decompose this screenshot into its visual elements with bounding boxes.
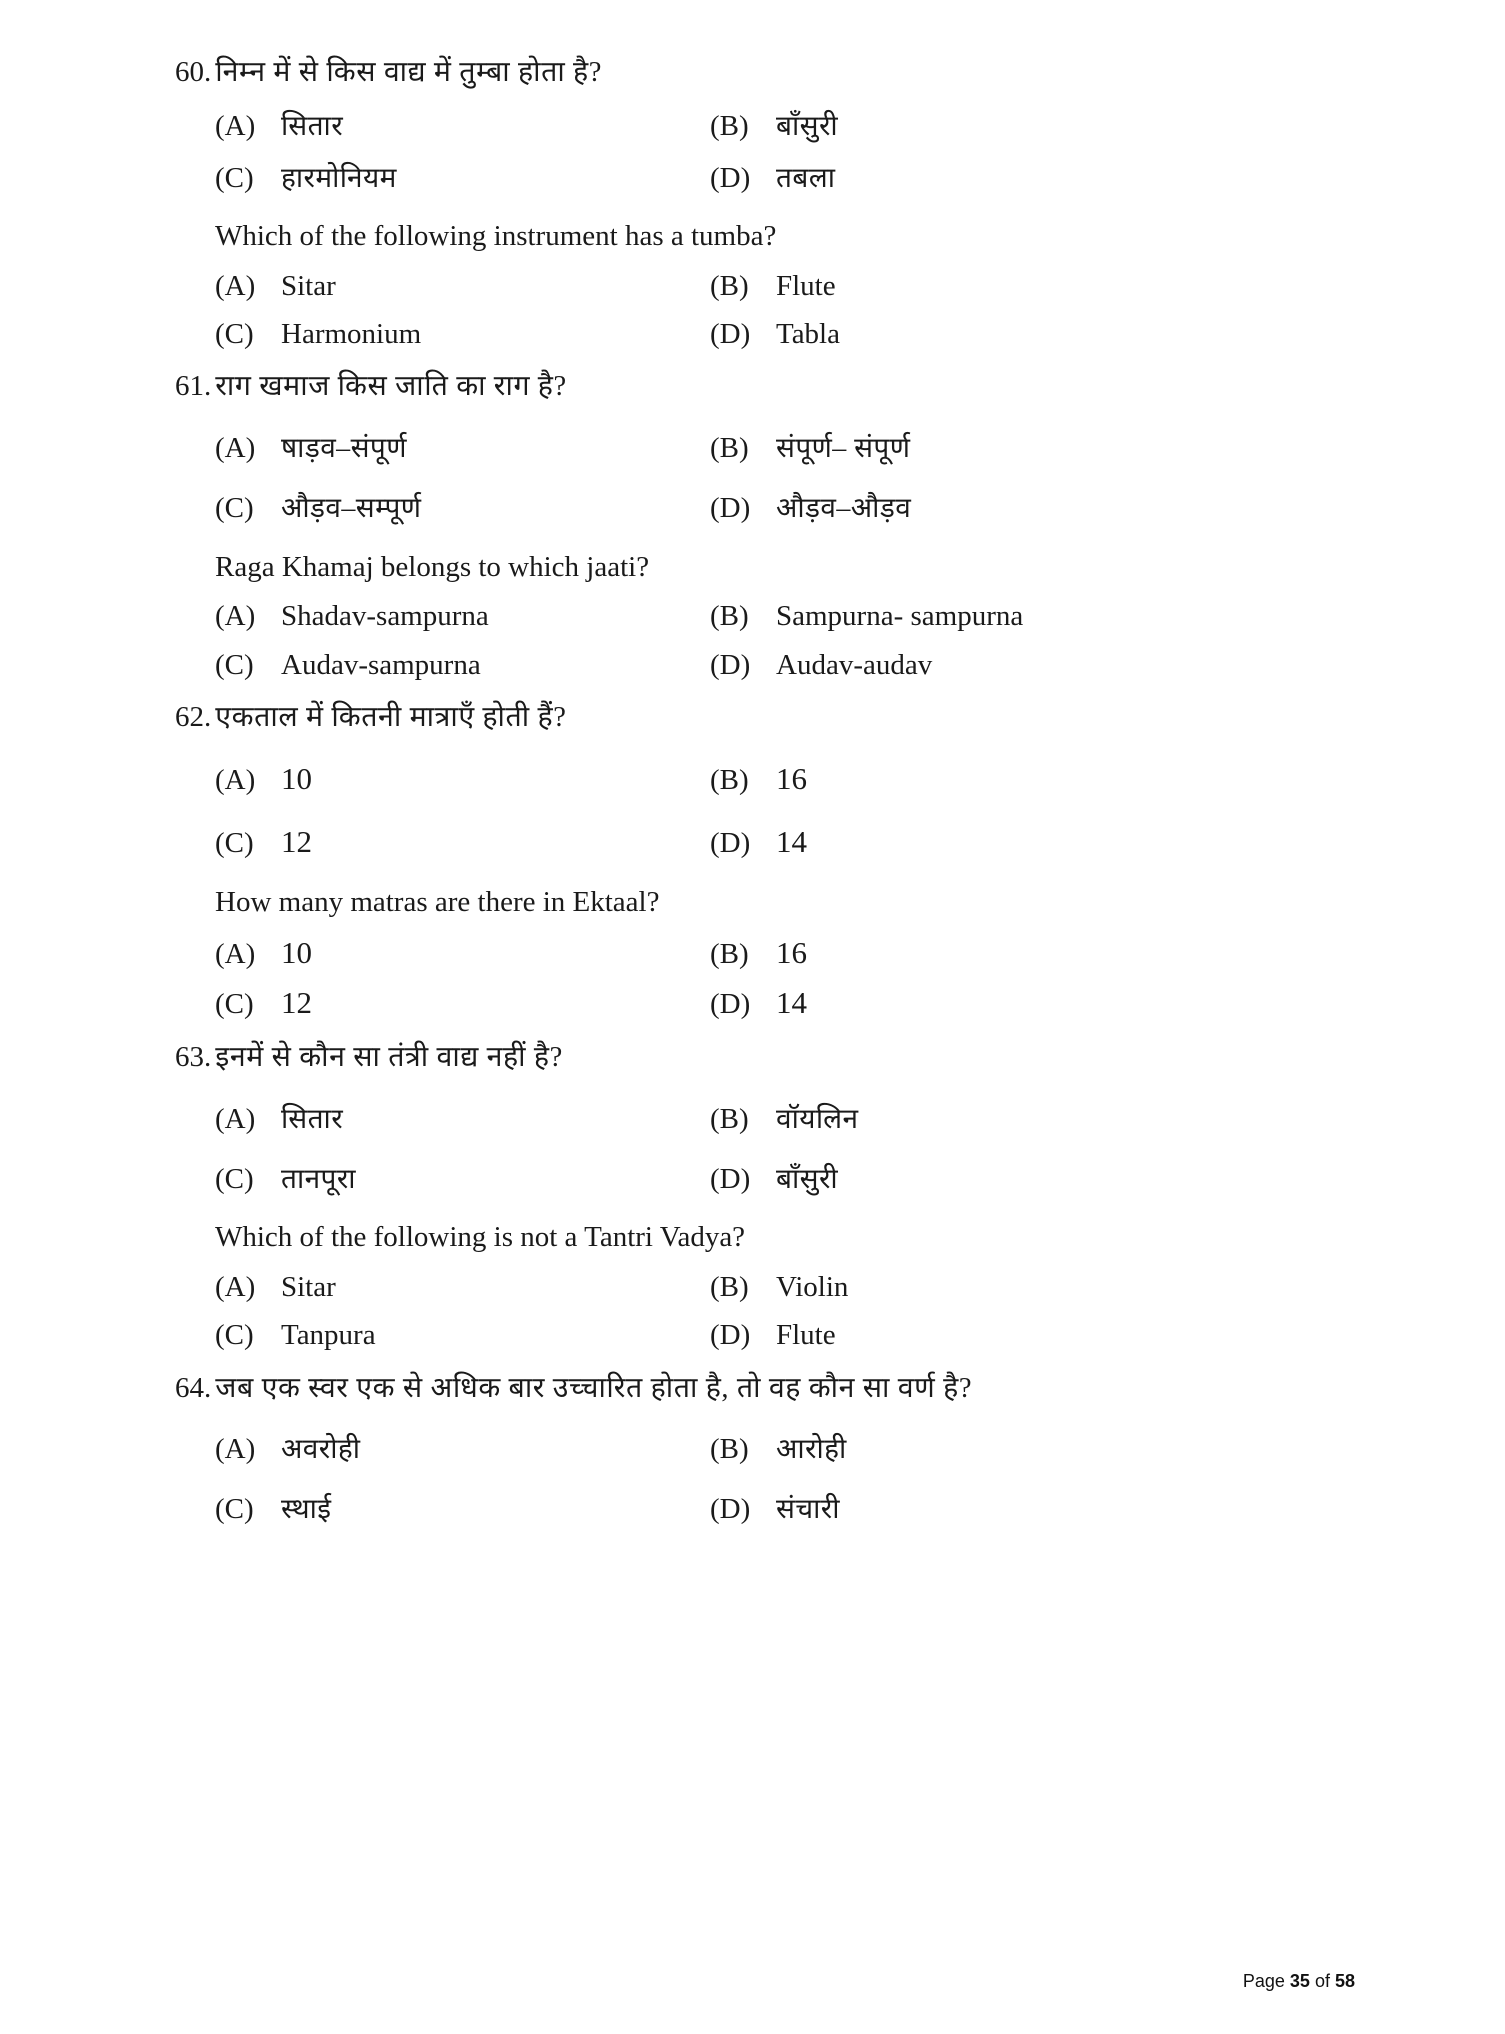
option-english-c[interactable] — [215, 984, 710, 1023]
option-hindi-d[interactable] — [710, 490, 911, 526]
option-row-english-cd — [215, 316, 1340, 352]
option-english-b[interactable] — [710, 934, 807, 973]
option-key: (D) — [710, 988, 751, 1021]
question-text-english: Which of the following instrument has a tumba? — [215, 220, 777, 253]
option-row-english-cd — [215, 984, 1340, 1023]
option-label: Sitar — [281, 1271, 336, 1303]
option-label: Violin — [776, 1271, 849, 1303]
question-number: 61. — [175, 370, 212, 403]
option-label: तानपूरा — [281, 1164, 356, 1196]
option-hindi-c[interactable] — [215, 490, 710, 526]
option-key: (B) — [710, 1102, 749, 1135]
option-key: (A) — [215, 432, 256, 465]
option-hindi-d[interactable] — [710, 823, 807, 862]
option-row-hindi-ab — [215, 1101, 1340, 1137]
option-row-hindi-ab — [215, 1431, 1340, 1467]
option-hindi-b[interactable] — [710, 760, 807, 799]
option-key: (B) — [710, 1271, 749, 1303]
question-text-hindi: निम्न में से किस वाद्य में तुम्बा होता है? — [215, 57, 603, 88]
option-label: बाँसुरी — [776, 110, 839, 142]
option-key: (B) — [710, 1433, 749, 1466]
option-row-english-ab — [215, 1269, 1340, 1305]
option-hindi-c[interactable] — [215, 1491, 710, 1527]
page-footer — [1243, 1971, 1355, 1992]
option-label: Shadav-sampurna — [281, 600, 489, 633]
option-row-hindi-cd — [215, 160, 1340, 196]
option-label: स्थाई — [281, 1494, 332, 1526]
question-stem-hindi — [175, 699, 1340, 737]
option-row-english-ab — [215, 934, 1340, 973]
option-hindi-d[interactable] — [710, 160, 835, 196]
option-key: (A) — [215, 1271, 256, 1303]
option-key: (D) — [710, 648, 751, 681]
option-key: (B) — [710, 109, 749, 142]
option-label: 12 — [281, 824, 312, 860]
option-key: (C) — [215, 988, 254, 1021]
question-block-61 — [175, 368, 1340, 682]
option-english-a[interactable] — [215, 598, 710, 634]
option-label: औड़व–औड़व — [776, 493, 912, 525]
question-block-60 — [175, 54, 1340, 352]
option-hindi-d[interactable] — [710, 1161, 838, 1197]
question-stem-hindi — [175, 1370, 1340, 1408]
option-hindi-b[interactable] — [710, 430, 910, 466]
option-key: (C) — [215, 318, 254, 351]
option-english-a[interactable] — [215, 934, 710, 973]
option-hindi-b[interactable] — [710, 108, 838, 144]
question-number: 62. — [175, 700, 212, 733]
option-english-a[interactable] — [215, 268, 710, 304]
option-row-english-ab — [215, 268, 1340, 304]
option-key: (B) — [710, 937, 749, 970]
question-block-63 — [175, 1039, 1340, 1353]
option-label: सितार — [281, 1103, 344, 1135]
option-row-hindi-ab — [215, 108, 1340, 144]
option-key: (D) — [710, 1163, 751, 1196]
option-key: (A) — [215, 764, 256, 797]
option-key: (A) — [215, 269, 256, 302]
option-key: (A) — [215, 1433, 256, 1466]
footer-current-page: 35 — [1289, 1971, 1310, 1991]
option-row-hindi-ab — [215, 430, 1340, 466]
question-stem-hindi — [175, 1039, 1340, 1077]
option-label: 10 — [281, 761, 312, 797]
option-english-b[interactable] — [710, 598, 1023, 634]
option-english-d[interactable] — [710, 647, 932, 683]
option-english-d[interactable] — [710, 1317, 836, 1353]
option-key: (A) — [215, 1102, 256, 1135]
question-text-hindi: जब एक स्वर एक से अधिक बार उच्चारित होता है, तो वह कौन सा वर्ण है? — [215, 1372, 973, 1404]
option-key: (C) — [215, 648, 254, 681]
option-hindi-c[interactable] — [215, 1161, 710, 1197]
question-stem-hindi — [175, 54, 1340, 92]
option-label: Tabla — [776, 318, 840, 351]
option-label: 16 — [776, 761, 807, 797]
question-text-english: Which of the following is not a Tantri Vadya? — [215, 1221, 746, 1254]
option-label: षाड़व–संपूर्ण — [281, 433, 407, 465]
option-key: (B) — [710, 764, 749, 797]
question-text-english: How many matras are there in Ektaal? — [215, 885, 660, 918]
footer-total-pages: 58 — [1334, 1971, 1355, 1991]
option-label: Audav-audav — [776, 648, 933, 681]
option-hindi-a[interactable] — [215, 1431, 710, 1467]
option-label: Harmonium — [281, 318, 422, 351]
option-key: (A) — [215, 937, 256, 970]
question-list — [175, 38, 1340, 1530]
option-label: वॉयलिन — [776, 1103, 859, 1135]
option-hindi-a[interactable] — [215, 430, 710, 466]
option-hindi-a[interactable] — [215, 108, 710, 144]
option-key: (C) — [215, 1319, 254, 1352]
option-hindi-b[interactable] — [710, 1101, 858, 1137]
option-label: सितार — [281, 110, 344, 142]
option-row-hindi-cd — [215, 1491, 1340, 1527]
question-number: 60. — [175, 56, 212, 88]
option-label: संपूर्ण– संपूर्ण — [776, 433, 911, 465]
option-key: (B) — [710, 269, 749, 302]
option-label: 14 — [776, 985, 807, 1021]
question-block-62 — [175, 699, 1340, 1023]
option-english-b[interactable] — [710, 1269, 848, 1305]
option-key: (C) — [215, 1163, 254, 1196]
option-english-d[interactable] — [710, 984, 807, 1023]
question-number: 64. — [175, 1371, 212, 1404]
option-key: (D) — [710, 1493, 751, 1526]
option-label: Sitar — [281, 269, 336, 302]
option-key: (A) — [215, 109, 256, 142]
option-key: (B) — [710, 600, 749, 633]
option-key: (C) — [215, 492, 254, 525]
option-key: (D) — [710, 318, 751, 351]
option-row-english-cd — [215, 647, 1340, 683]
option-label: Tanpura — [281, 1319, 376, 1352]
option-label: 12 — [281, 985, 312, 1021]
question-text-hindi: इनमें से कौन सा तंत्री वाद्य नहीं है? — [215, 1042, 563, 1074]
option-english-c[interactable] — [215, 1317, 710, 1353]
option-label: 14 — [776, 824, 807, 860]
question-number: 63. — [175, 1041, 212, 1074]
option-label: 10 — [281, 934, 312, 970]
option-label: आरोही — [776, 1434, 847, 1466]
option-label: हारमोनियम — [281, 162, 397, 194]
option-english-a[interactable] — [215, 1269, 710, 1305]
option-label: Flute — [776, 1319, 836, 1352]
option-hindi-c[interactable] — [215, 823, 710, 862]
option-hindi-a[interactable] — [215, 760, 710, 799]
option-label: बाँसुरी — [776, 1164, 839, 1196]
option-key: (D) — [710, 1319, 751, 1352]
option-hindi-a[interactable] — [215, 1101, 710, 1137]
option-key: (C) — [215, 1493, 254, 1526]
option-key: (D) — [710, 827, 751, 860]
option-english-d[interactable] — [710, 316, 840, 352]
option-key: (B) — [710, 432, 749, 465]
question-stem-hindi — [175, 368, 1340, 406]
option-row-english-ab — [215, 598, 1340, 634]
option-label: अवरोही — [281, 1434, 361, 1466]
option-label: औड़व–सम्पूर्ण — [281, 493, 422, 525]
option-english-b[interactable] — [710, 268, 836, 304]
option-row-hindi-cd — [215, 1161, 1340, 1197]
question-text-hindi: एकताल में कितनी मात्राएँ होती हैं? — [215, 701, 567, 733]
option-row-english-cd — [215, 1317, 1340, 1353]
footer-page-word: Page — [1242, 1971, 1285, 1991]
option-row-hindi-cd — [215, 823, 1340, 862]
option-hindi-c[interactable] — [215, 160, 710, 196]
option-label: Audav-sampurna — [281, 648, 481, 681]
option-english-c[interactable] — [215, 316, 710, 352]
option-key: (D) — [710, 161, 751, 194]
option-english-c[interactable] — [215, 647, 710, 683]
option-key: (D) — [710, 492, 751, 525]
option-label: Flute — [776, 269, 836, 302]
option-label: तबला — [776, 162, 836, 194]
question-block-64 — [175, 1370, 1340, 1528]
option-key: (C) — [215, 827, 254, 860]
option-label: 16 — [776, 934, 807, 970]
option-key: (A) — [215, 600, 256, 633]
option-row-hindi-ab — [215, 760, 1340, 799]
option-hindi-b[interactable] — [710, 1431, 847, 1467]
question-text-english: Raga Khamaj belongs to which jaati? — [215, 550, 650, 583]
option-label: संचारी — [776, 1494, 840, 1526]
option-key: (C) — [215, 161, 254, 194]
option-hindi-d[interactable] — [710, 1491, 840, 1527]
footer-of-word: of — [1314, 1971, 1330, 1991]
question-text-hindi: राग खमाज किस जाति का राग है? — [215, 371, 567, 403]
option-label: Sampurna- sampurna — [776, 600, 1024, 633]
option-row-hindi-cd — [215, 490, 1340, 526]
